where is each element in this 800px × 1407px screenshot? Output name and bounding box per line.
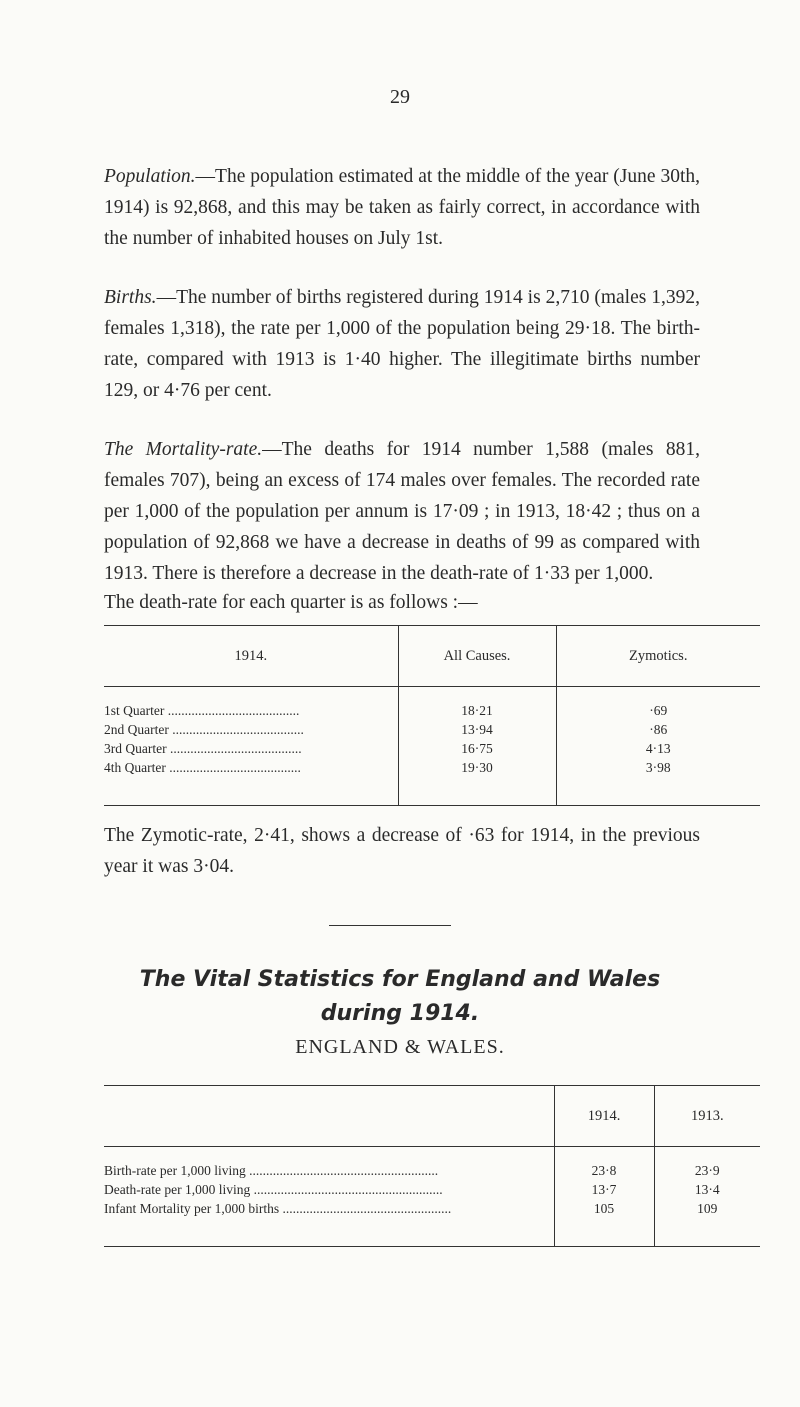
population-paragraph [104,161,700,254]
column-header-1914: 1914. [554,1086,654,1147]
all-causes-value: 13·94 [398,720,556,739]
column-header-zymotics: Zymotics. [556,626,760,687]
page-number: 29 [390,86,410,108]
column-header-year: 1914. [104,626,398,687]
table-row [104,1147,760,1181]
column-header-blank [104,1086,554,1147]
row-label: 2nd Quarter ....................................... [104,720,398,739]
all-causes-value: 18·21 [398,687,556,721]
row-label: Birth-rate per 1,000 living ........................................................ [104,1147,554,1181]
table-row [104,739,760,758]
table-row [104,1199,760,1247]
quarter-intro: The death-rate for each quarter is as follows :— [104,592,478,613]
value-1913: 13·4 [694,1182,720,1197]
births-paragraph [104,282,700,406]
all-causes-value: 16·75 [398,739,556,758]
population-text: —The population estimated at the middle of the year (June 30th, 1914) is 92,868, and this may be taken as fairly correct, in accordance with the number of inhabited houses on July 1st. [104,166,700,249]
mortality-paragraph [104,434,700,589]
table-header-row [104,626,760,687]
mortality-heading: The Mortality-rate. [104,439,263,460]
zymotics-value: 3·98 [556,758,760,806]
table-header-row [104,1086,760,1147]
value-1914: 13·7 [554,1180,654,1199]
mortality-text: —The deaths for 1914 number 1,588 (males 881, females 707), being an excess of 174 males over females. The recorded rate per 1,000 of the population per annum is 17·09 ; in 1913, 18·42 ; thus on a population of 92,868 we have a decrease in deaths of 99 as compared with 1913. There is therefore a decrease in the death-rate of 1·33 per 1,000. [104,439,700,584]
births-heading: Births. [104,287,157,308]
table-row [104,758,760,806]
zymotic-paragraph: The Zymotic-rate, 2·41, shows a decrease of ·63 for 1914, in the previous year it was 3·04. [104,825,700,877]
all-causes-value: 19·30 [398,758,556,806]
value-1913: 109 [654,1199,760,1247]
table-row [104,720,760,739]
row-label: 3rd Quarter ....................................... [104,739,398,758]
births-text: —The number of births registered during 1914 is 2,710 (males 1,392, females 1,318), the rate per 1,000 of the population being 29·18. The birth-rate, compared with 1913 is 1·40 higher. The illegitimate births number 129, or 4·76 per cent. [104,287,700,401]
column-header-all-causes: All Causes. [398,626,556,687]
quarterly-death-rate-table [104,625,760,806]
vital-statistics-title-line2: during 1914. [320,1001,480,1026]
section-divider [329,925,451,926]
row-label: Infant Mortality per 1,000 births .................................................. [104,1199,554,1247]
row-label: 1st Quarter ....................................... [104,687,398,721]
value-1914: 23·8 [554,1147,654,1181]
row-label: 4th Quarter ....................................... [104,758,398,806]
value-1914: 105 [554,1199,654,1247]
row-label: Death-rate per 1,000 living ........................................................ [104,1180,554,1199]
population-heading: Population. [104,166,196,187]
vital-statistics-title: The Vital Statistics for England and Wales [139,967,661,992]
england-wales-subheading: ENGLAND & WALES. [295,1036,505,1058]
zymotics-value: ·86 [649,722,668,737]
zymotics-value: ·69 [649,703,668,718]
column-header-1913: 1913. [654,1086,760,1147]
table-row [104,1180,760,1199]
value-1913: 23·9 [694,1163,720,1178]
zymotics-value: 4·13 [645,741,671,756]
england-wales-table [104,1085,760,1247]
table-row [104,687,760,721]
